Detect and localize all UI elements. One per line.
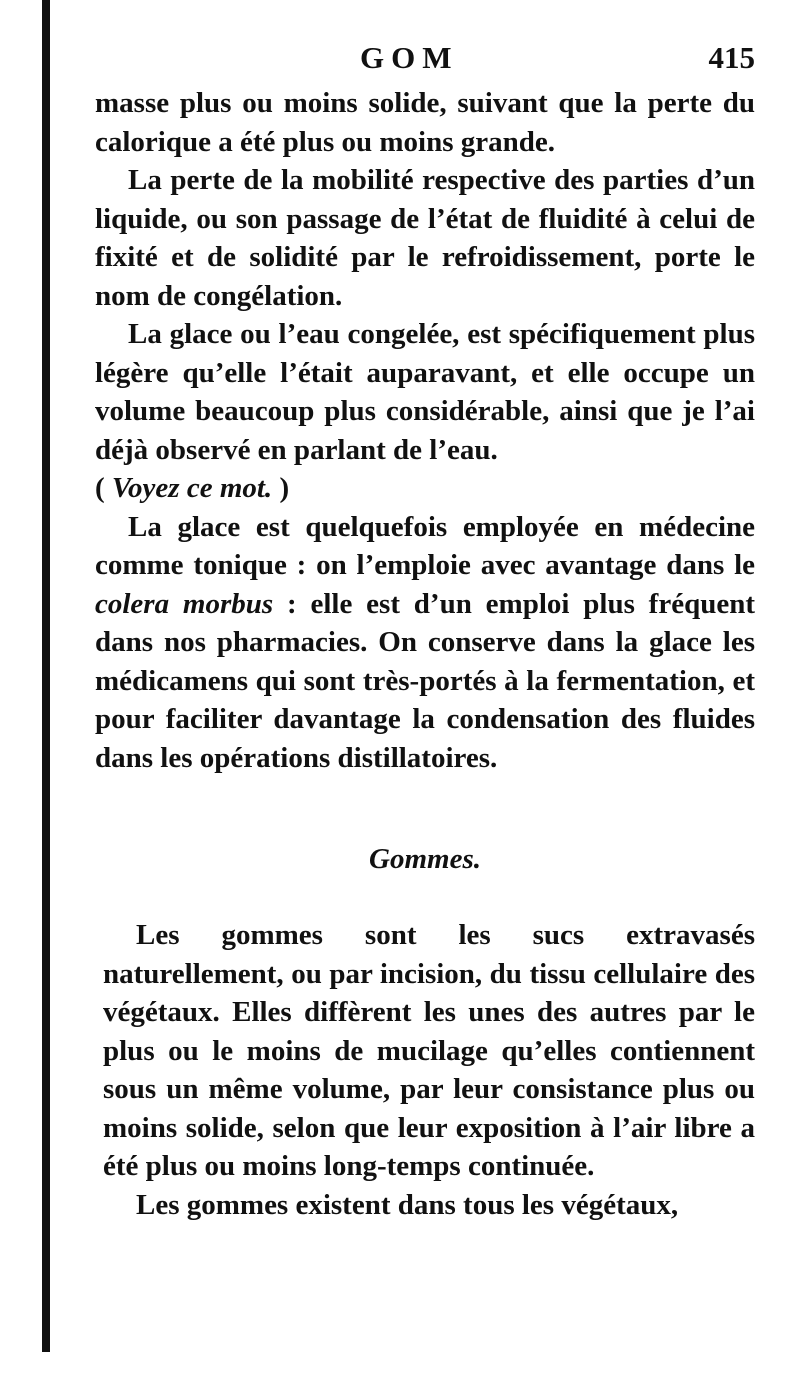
- paragraph-glace: [95, 315, 755, 508]
- running-title: GOM: [360, 40, 459, 75]
- paragraph-medecine-end: : elle est d’un emploi plus fréquent dans nos pharmacies. On conserve dans la glace les médicamens qui sont très-portés à la fermentation, et pour faciliter davantage la condensation des fluides dans les opérations distillatoires.: [95, 587, 755, 774]
- paragraph-gommes-existent: Les gommes existent dans tous les végétaux,: [136, 1188, 679, 1221]
- paragraph-medecine-start: La glace est quelquefois employée en médecine comme tonique : on l’emploie avec avantage dans le: [95, 510, 755, 581]
- page-edge-rule: [42, 0, 50, 1352]
- ref-open: (: [95, 472, 112, 504]
- paragraph-congelation: La perte de la mobilité respective des parties d’un liquide, ou son passage de l’état de fluidité à celui de fixité et de solidité par le refroidissement, porte le nom de congélation.: [95, 164, 755, 312]
- paragraph-continuation: masse plus ou moins solide, suivant que la perte du calorique a été plus ou moins grande.: [95, 87, 755, 158]
- bottom-text-block: [103, 916, 755, 1224]
- section-heading: Gommes.: [369, 843, 481, 875]
- ref-italic: Voyez ce mot.: [111, 472, 273, 504]
- paragraph-glace-text: La glace ou l’eau congelée, est spécifiquement plus légère qu’elle l’était auparavant, et elle occupe un volume beaucoup plus considérable, ainsi que je l’ai déjà observé en parlant de l’eau.: [95, 318, 755, 466]
- colera-morbus-term: colera morbus: [95, 587, 274, 620]
- running-head: [95, 40, 755, 80]
- paragraph-gommes-definition: Les gommes sont les sucs extravasés naturellement, ou par incision, du tissu cellulaire des végétaux. Elles diffèrent les unes des autres par le plus ou le moins de mucilage qu’elles contiennent sous un même volume, par leur consistance plus ou moins solide, selon que leur exposition à l’air libre a été plus ou moins long-temps continuée.: [103, 919, 755, 1182]
- page-number: 415: [708, 40, 755, 75]
- paragraph-medecine: [95, 508, 755, 778]
- top-text-block: [95, 84, 755, 777]
- ref-close: ): [272, 472, 290, 504]
